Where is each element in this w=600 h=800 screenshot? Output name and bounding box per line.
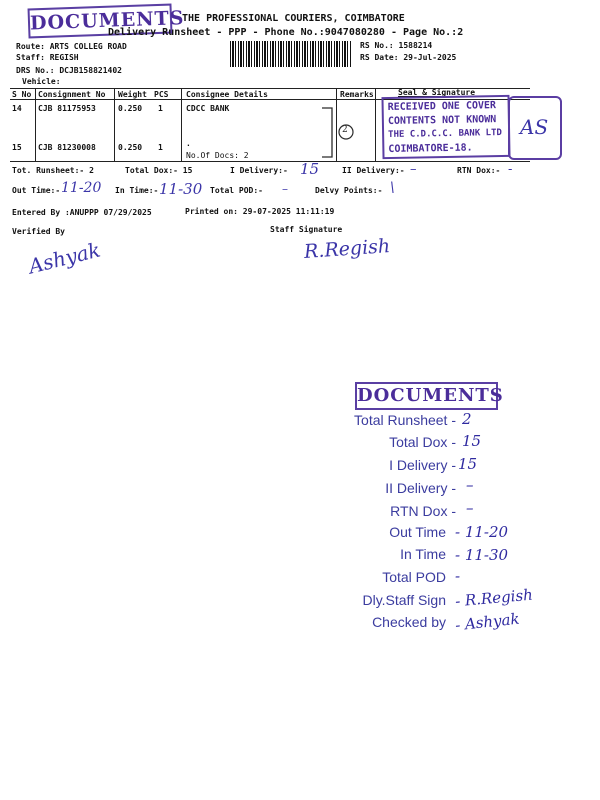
rtn-dox-value: - <box>508 162 513 177</box>
col-divider <box>375 88 376 162</box>
col-header-remarks: Remarks <box>340 90 374 99</box>
row-consignee: . <box>186 139 191 148</box>
stamp-label: Checked by <box>372 614 446 630</box>
ii-delivery-value: – <box>410 162 417 177</box>
total-pod-label: Total POD:- <box>210 186 263 195</box>
stamp-value: 15 <box>458 455 478 473</box>
row-sno: 14 <box>12 104 22 113</box>
seal-initials-box: AS <box>508 96 562 160</box>
route: Route: ARTS COLLEG ROAD <box>16 42 127 51</box>
row-pcs: 1 <box>158 104 163 113</box>
remark-number: 2 <box>342 125 348 135</box>
staff-signature: R.Regish <box>303 235 391 263</box>
stamp-label: Total POD <box>382 569 446 585</box>
col-divider <box>181 88 182 162</box>
table-bottom-rule <box>10 161 530 162</box>
company-title: THE PROFESSIONAL COURIERS, COIMBATORE <box>182 13 405 24</box>
stamp-value: - Ashyak <box>454 609 521 635</box>
stamp-label: Total Dox - <box>389 434 456 450</box>
stamp-value: – <box>466 476 474 494</box>
remark-bracket-mark <box>318 102 364 162</box>
stamp-value: 15 <box>462 432 482 450</box>
stamp-value: – <box>466 499 474 517</box>
vehicle: Vehicle: <box>22 77 61 86</box>
col-divider <box>114 88 115 162</box>
delvy-points-value: \ <box>390 180 395 196</box>
row-consignee: CDCC BANK <box>186 104 230 113</box>
bank-seal: RECEIVED ONE COVER CONTENTS NOT KNOWN THE C.D.C.C. BANK LTD COIMBATORE-18. <box>381 95 510 159</box>
out-time-value: 11-20 <box>61 180 102 196</box>
verified-signature: Ashyak <box>26 237 103 279</box>
stamp-label: Dly.Staff Sign <box>362 592 446 608</box>
row-pcs: 1 <box>158 143 163 152</box>
i-delivery-label: I Delivery:- <box>230 166 288 175</box>
tot-runsheet: Tot. Runsheet:- 2 <box>12 166 94 175</box>
drs-number: DRS No.: DCJB158821402 <box>16 66 122 75</box>
out-time-label: Out Time:- <box>12 186 61 195</box>
runsheet-subtitle: Delivery Runsheet - PPP - Phone No.:9047080280 - Page No.:2 <box>108 27 464 38</box>
stamp-value: - <box>455 567 461 585</box>
rs-number: RS No.: 1588214 <box>360 41 433 50</box>
stamp-value: - 11-20 <box>455 523 509 541</box>
col-header-weight: Weight <box>118 90 147 99</box>
total-dox: Total Dox:- 15 <box>125 166 193 175</box>
stamp-value: - 11-30 <box>455 546 509 564</box>
staff: Staff: REGISH <box>16 53 79 62</box>
rtn-dox-label: RTN Dox:- <box>457 166 501 175</box>
rs-date: RS Date: 29-Jul-2025 <box>360 53 457 62</box>
col-divider <box>35 88 36 162</box>
row-consignment: CJB 81175953 <box>38 104 96 113</box>
printed-on: Printed on: 29-07-2025 11:11:19 <box>185 207 335 216</box>
col-header-sno: S No <box>12 90 32 99</box>
row-weight: 0.250 <box>118 104 143 113</box>
col-header-consignment: Consignment No <box>38 90 106 99</box>
stamp-label: Out Time <box>389 524 446 540</box>
col-header-seal: Seal & Signature <box>398 88 476 97</box>
row-consignment: CJB 81230008 <box>38 143 96 152</box>
staff-signature-label: Staff Signature <box>270 225 343 234</box>
stamp-label: Total Runsheet - <box>354 412 456 428</box>
row-weight: 0.250 <box>118 143 143 152</box>
documents-stamp-top: DOCUMENTS <box>28 3 173 38</box>
stamp-value: - R.Regish <box>454 585 534 611</box>
i-delivery-value: 15 <box>300 160 320 178</box>
stamp-value: 2 <box>462 410 472 428</box>
col-header-consignee: Consignee Details <box>186 90 268 99</box>
in-time-label: In Time:- <box>115 186 159 195</box>
stamp-label: RTN Dox - <box>390 503 456 519</box>
entered-by: Entered By :ANUPPP 07/29/2025 <box>12 208 152 217</box>
ii-delivery-label: II Delivery:- <box>342 166 405 175</box>
stamp-label: I Delivery - <box>389 457 456 473</box>
documents-stamp-summary: DOCUMENTS <box>355 382 498 410</box>
barcode <box>230 41 352 67</box>
row-docs-count: No.Of Docs: 2 <box>186 151 249 160</box>
col-header-pcs: PCS <box>154 90 169 99</box>
stamp-label: II Delivery - <box>385 480 456 496</box>
in-time-value: 11-30 <box>159 180 203 198</box>
row-sno: 15 <box>12 143 22 152</box>
stamp-label: In Time <box>400 546 446 562</box>
delvy-points-label: Delvy Points:- <box>315 186 383 195</box>
total-pod-value: – <box>282 182 288 196</box>
verified-by-label: Verified By <box>12 227 65 236</box>
